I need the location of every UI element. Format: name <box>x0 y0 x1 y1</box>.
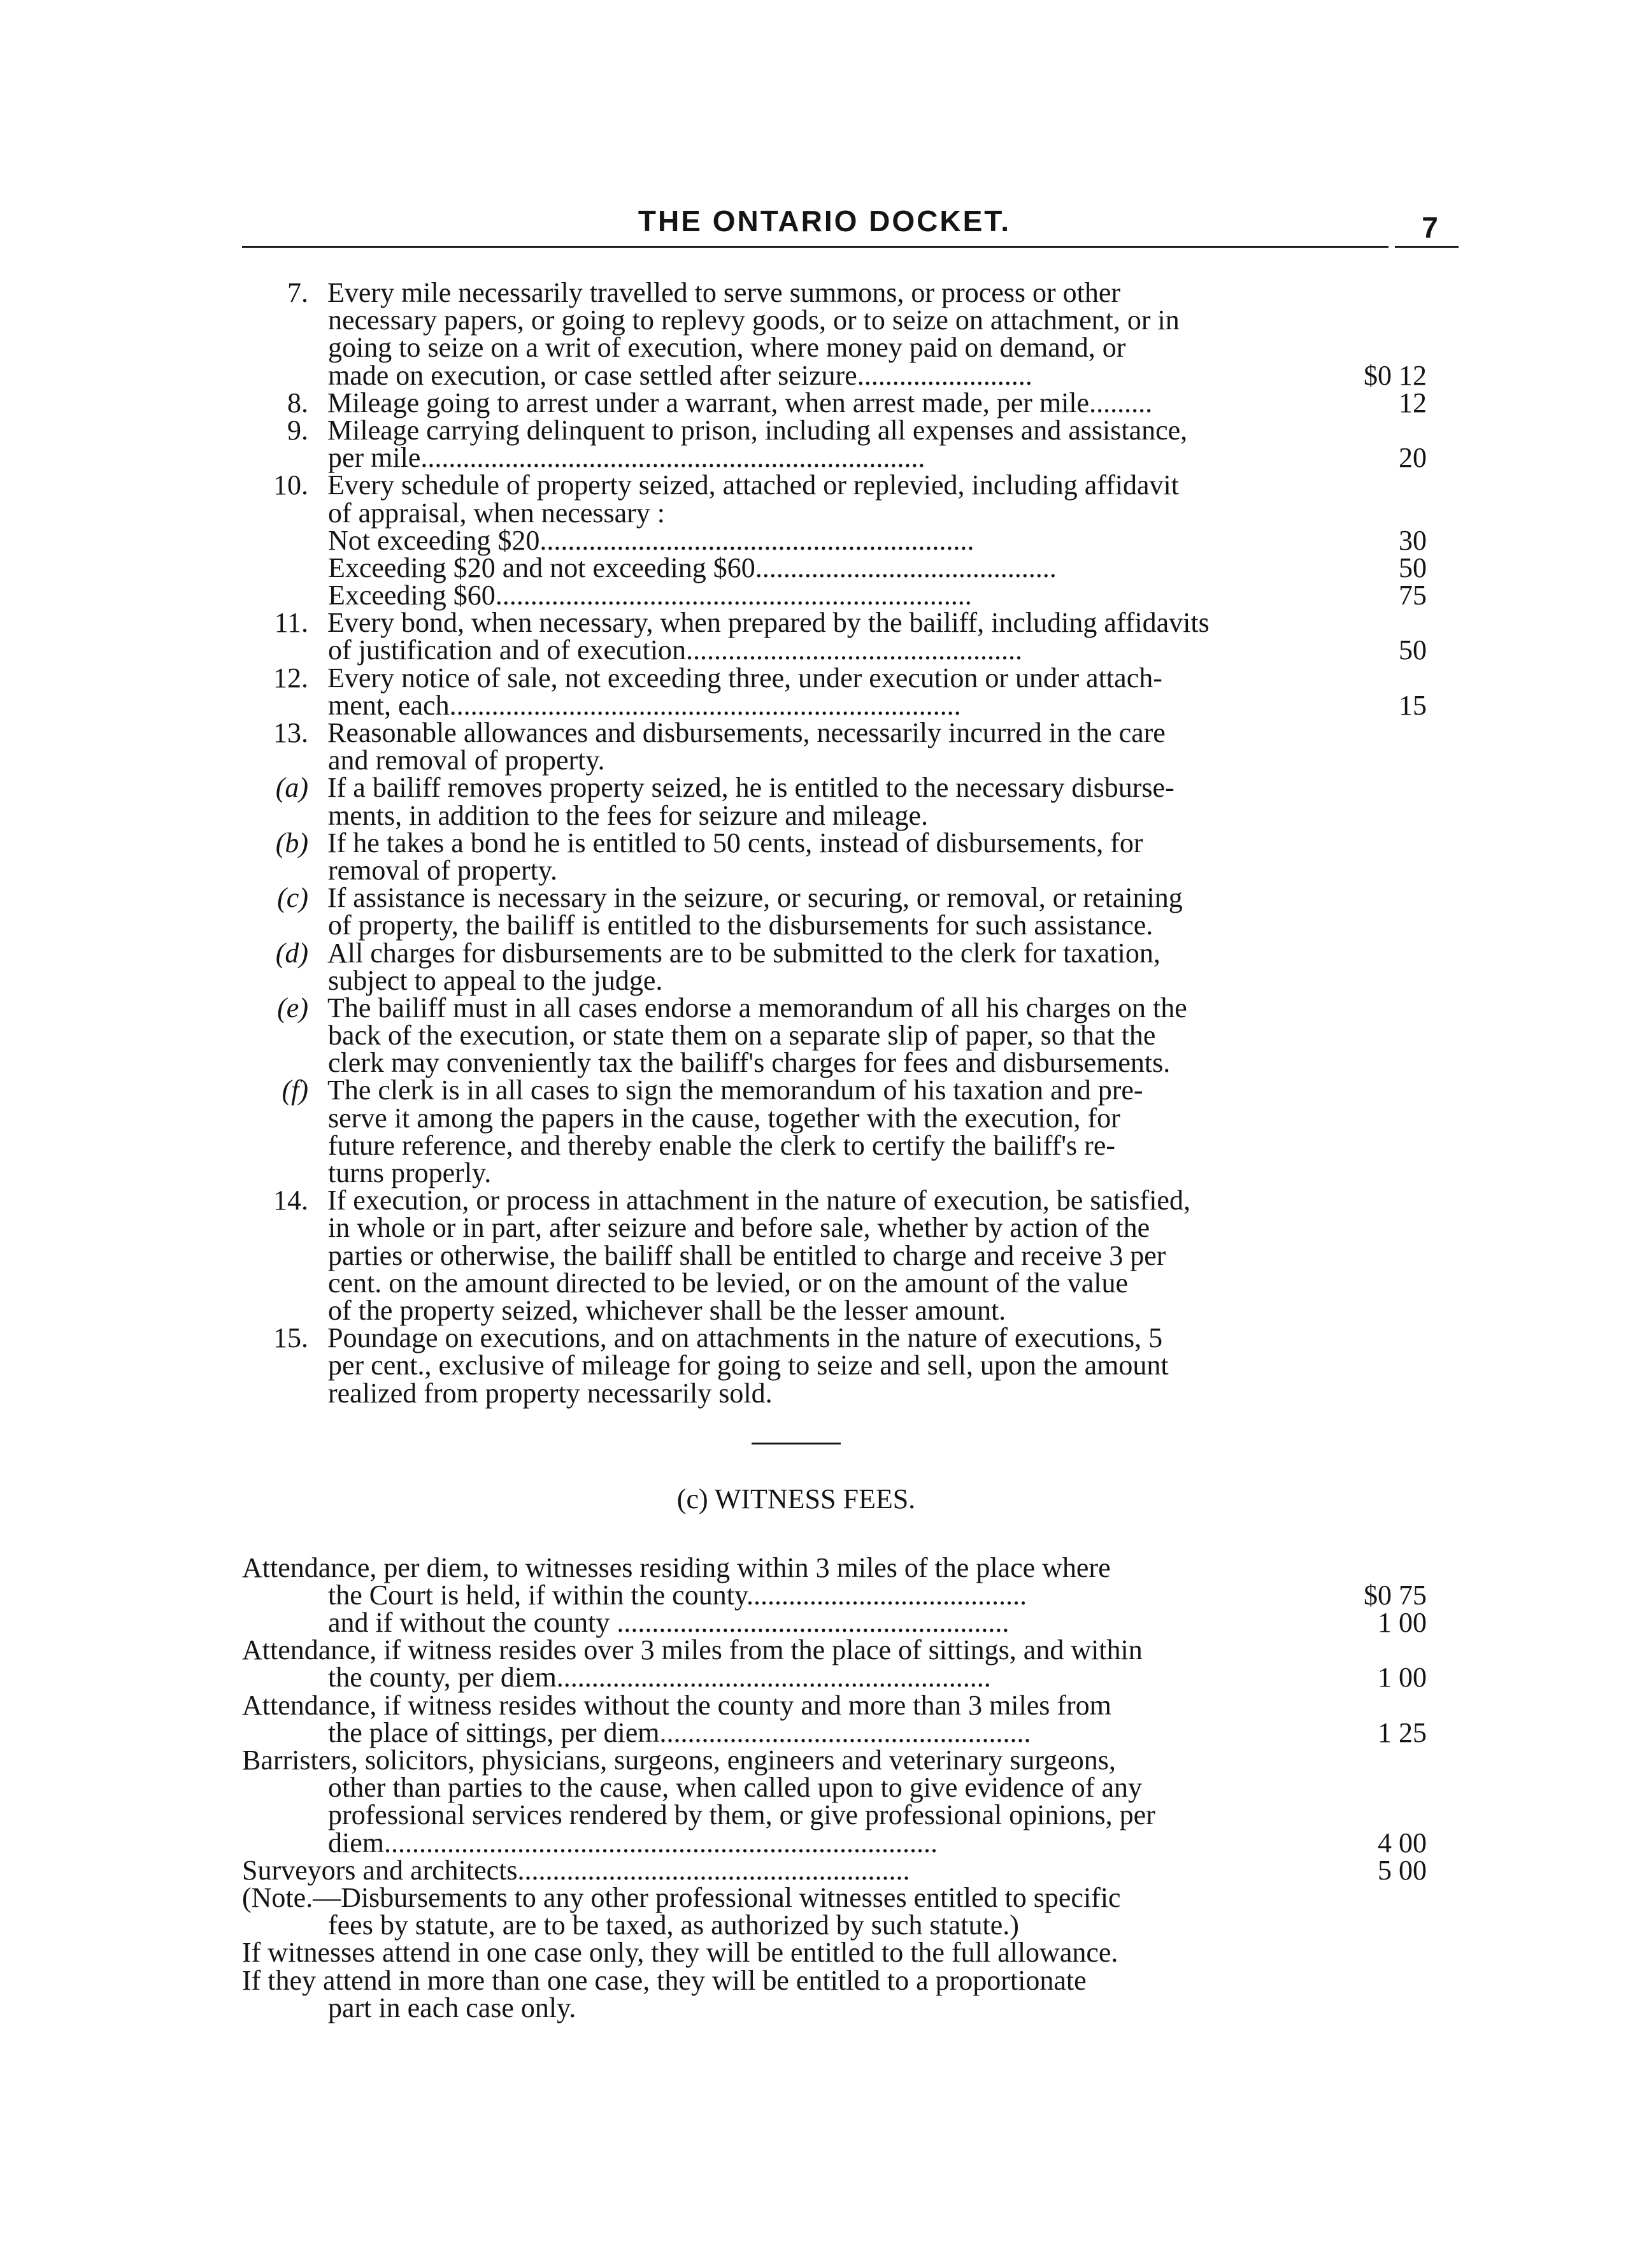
sub-b-line-1 <box>242 829 1427 857</box>
item-text: The clerk is in all cases to sign the memorandum of his taxation and pre- <box>327 1074 1143 1106</box>
note-text: fees by statute, are to be taxed, as authorized by such statute.) <box>328 1909 1019 1941</box>
item-text: All charges for disbursements are to be submitted to the clerk for taxation, <box>327 937 1160 969</box>
fee-value: 1 00 <box>1378 1607 1427 1639</box>
item-text: If assistance is necessary in the seizure, or securing, or removal, or retaining <box>327 882 1183 914</box>
item-number: 10. <box>273 469 308 501</box>
item-text: clerk may conveniently tax the bailiff's charges for fees and disbursements. <box>328 1047 1171 1079</box>
item-8-line-1 <box>242 389 1427 417</box>
item-text: in whole or in part, after seizure and before sale, whether by action of the <box>328 1212 1150 1244</box>
entry-text: the Court is held, if within the county........................................ <box>328 1579 1027 1611</box>
item-13-line-1 <box>242 719 1427 746</box>
item-text: Reasonable allowances and disbursements, necessarily incurred in the care <box>327 717 1166 748</box>
item-number: 8. <box>287 387 308 418</box>
item-9-line-1 <box>242 414 1427 446</box>
item-number: (f) <box>282 1074 308 1106</box>
item-14-line-3 <box>242 1239 1427 1271</box>
witness-entry-5-line-4 <box>242 1829 1427 1857</box>
item-13-line-2 <box>242 746 1427 774</box>
item-number: 14. <box>273 1185 308 1216</box>
item-text: and removal of property. <box>328 745 605 776</box>
item-text: serve it among the papers in the cause, together with the execution, for <box>328 1102 1120 1134</box>
entry-text: professional services rendered by them, or give professional opinions, per <box>328 1799 1155 1831</box>
item-text: per mile........................................................................ <box>328 442 925 474</box>
item-10-line-1 <box>242 471 1427 499</box>
entry-text: Attendance, per diem, to witnesses residing within 3 miles of the place where <box>242 1551 1111 1583</box>
item-number: (a) <box>275 772 308 804</box>
item-text: per cent., exclusive of mileage for going to seize and sell, upon the amount <box>328 1350 1169 1381</box>
item-number: 15. <box>273 1322 308 1354</box>
fee-value: 50 <box>1399 552 1427 583</box>
fee-value: 12 <box>1399 387 1427 418</box>
note-text: (Note.—Disbursements to any other professional witnesses entitled to specific <box>242 1881 1121 1913</box>
item-10-line-3 <box>242 524 1427 556</box>
page-header-title: THE ONTARIO DOCKET. <box>638 204 1011 238</box>
item-10-line-4 <box>242 554 1427 581</box>
item-number: 11. <box>274 607 308 639</box>
sub-c-line-2 <box>242 911 1427 939</box>
item-number: 7. <box>287 277 308 308</box>
item-10-line-2 <box>242 499 1427 527</box>
witness-entry-3-line-1 <box>242 1636 1427 1664</box>
item-text: Every bond, when necessary, when prepared by the bailiff, including affidavits <box>327 607 1210 639</box>
item-10-line-5 <box>242 581 1427 609</box>
item-number: 9. <box>287 414 308 446</box>
item-text: Every schedule of property seized, attached or replevied, including affidavit <box>327 469 1179 501</box>
item-12-line-1 <box>242 664 1427 692</box>
item-text: Exceeding $20 and not exceeding $60........................................... <box>328 552 1057 583</box>
entry-text: Surveyors and architects........................................................ <box>242 1854 910 1886</box>
sub-e-line-3 <box>242 1047 1427 1079</box>
fee-value: $0 75 <box>1364 1579 1427 1611</box>
item-15-line-3 <box>242 1377 1427 1409</box>
item-text: back of the execution, or state them on a separate slip of paper, so that the <box>328 1020 1156 1052</box>
item-7-line-4 <box>242 359 1427 391</box>
item-text: If execution, or process in attachment in the nature of execution, be satisfied, <box>327 1185 1190 1216</box>
fee-value: 4 00 <box>1378 1827 1427 1858</box>
fee-value: 50 <box>1399 634 1427 666</box>
item-text: necessary papers, or going to replevy goods, or to seize on attachment, or in <box>328 304 1180 336</box>
item-text: future reference, and thereby enable the clerk to certify the bailiff's re- <box>328 1129 1116 1161</box>
item-text: of appraisal, when necessary : <box>328 497 666 529</box>
note-1-line-2 <box>242 1911 1427 1939</box>
item-text: of the property seized, whichever shall be the lesser amount. <box>328 1294 1006 1326</box>
item-number: (b) <box>275 827 308 859</box>
note-text: part in each case only. <box>328 1992 576 2023</box>
item-11-line-2 <box>242 636 1427 664</box>
witness-entry-3-line-2 <box>242 1662 1427 1694</box>
item-15-line-1 <box>242 1324 1427 1352</box>
item-text: going to seize on a writ of execution, where money paid on demand, or <box>328 332 1126 364</box>
item-text: made on execution, or case settled after seizure......................... <box>328 359 1032 391</box>
item-text: The bailiff must in all cases endorse a memorandum of all his charges on the <box>327 992 1187 1023</box>
witness-entry-1-line-2 <box>242 1581 1427 1609</box>
item-14-line-2 <box>242 1212 1427 1244</box>
sub-f-line-2 <box>242 1104 1427 1132</box>
entry-text: and if without the county ........................................................ <box>328 1607 1010 1639</box>
note-3-line-1 <box>242 1964 1427 1996</box>
header-rule-right <box>1395 246 1459 248</box>
item-15-line-2 <box>242 1352 1427 1379</box>
item-number: (c) <box>277 882 308 914</box>
witness-entry-5-line-2 <box>242 1772 1427 1804</box>
fee-value: 75 <box>1399 580 1427 611</box>
note-2-line-1 <box>242 1937 1427 1969</box>
note-text: If they attend in more than one case, they will be entitled to a proportionate <box>242 1964 1087 1996</box>
item-14-line-5 <box>242 1294 1427 1326</box>
sub-d-line-2 <box>242 964 1427 996</box>
item-text: removal of property. <box>328 854 558 886</box>
item-text: ments, in addition to the fees for seizure and mileage. <box>328 799 929 831</box>
item-number: 13. <box>273 717 308 748</box>
entry-text: the place of sittings, per diem..................................................... <box>328 1716 1031 1748</box>
document-body <box>242 279 1427 2022</box>
item-9-line-2 <box>242 442 1427 474</box>
item-14-line-1 <box>242 1187 1427 1214</box>
item-text: Poundage on executions, and on attachments in the nature of executions, 5 <box>327 1322 1163 1354</box>
fee-value: 5 00 <box>1378 1854 1427 1886</box>
sub-f-line-1 <box>242 1076 1427 1104</box>
item-text: If he takes a bond he is entitled to 50 cents, instead of disbursements, for <box>327 827 1143 859</box>
entry-text: Attendance, if witness resides over 3 miles from the place of sittings, and within <box>242 1634 1143 1666</box>
item-text: If a bailiff removes property seized, he is entitled to the necessary disburse- <box>327 772 1174 804</box>
entry-text: other than parties to the cause, when called upon to give evidence of any <box>328 1772 1142 1804</box>
entry-text: diem............................................................................... <box>328 1827 938 1858</box>
item-text: Mileage going to arrest under a warrant, when arrest made, per mile......... <box>327 387 1153 418</box>
item-text: of justification and of execution................................................ <box>328 634 1023 666</box>
witness-fees-heading <box>242 1480 1427 1518</box>
item-text: Exceeding $60.................................................................... <box>328 580 972 611</box>
witness-entry-1-line-1 <box>242 1551 1427 1583</box>
sub-f-line-3 <box>242 1129 1427 1161</box>
item-14-line-4 <box>242 1269 1427 1297</box>
section-divider <box>752 1443 841 1444</box>
note-3-line-2 <box>242 1994 1427 2022</box>
item-text: Every notice of sale, not exceeding three, under execution or under attach- <box>327 662 1162 694</box>
witness-entry-6-line-1 <box>242 1854 1427 1886</box>
header-rule <box>242 246 1388 248</box>
item-text: parties or otherwise, the bailiff shall be entitled to charge and receive 3 per <box>328 1239 1166 1271</box>
witness-entry-2-line-1 <box>242 1607 1427 1639</box>
fee-value: 1 25 <box>1378 1716 1427 1748</box>
item-text: realized from property necessarily sold. <box>328 1377 773 1409</box>
item-text: Mileage carrying delinquent to prison, including all expenses and assistance, <box>327 414 1188 446</box>
item-number: 12. <box>273 662 308 694</box>
sub-e-line-1 <box>242 994 1427 1022</box>
page-number: 7 <box>1422 211 1438 244</box>
fee-value: 30 <box>1399 524 1427 556</box>
sub-d-line-1 <box>242 939 1427 967</box>
item-text: subject to appeal to the judge. <box>328 964 663 996</box>
item-number: (e) <box>277 992 308 1023</box>
fee-value: $0 12 <box>1364 359 1427 391</box>
item-text: ment, each......................................................................... <box>328 689 961 721</box>
witness-entry-5-line-1 <box>242 1746 1427 1774</box>
sub-a-line-2 <box>242 799 1427 831</box>
sub-a-line-1 <box>242 772 1427 804</box>
item-12-line-2 <box>242 689 1427 721</box>
item-11-line-1 <box>242 607 1427 639</box>
witness-entry-4-line-2 <box>242 1716 1427 1748</box>
sub-f-line-4 <box>242 1159 1427 1187</box>
item-7-line-3 <box>242 332 1427 364</box>
fee-value: 1 00 <box>1378 1662 1427 1694</box>
item-7-line-2 <box>242 306 1427 334</box>
item-7-line-1 <box>242 279 1427 306</box>
item-text: of property, the bailiff is entitled to the disbursements for such assistance. <box>328 909 1153 941</box>
item-text: cent. on the amount directed to be levied, or on the amount of the value <box>328 1267 1129 1299</box>
fee-value: 15 <box>1399 689 1427 721</box>
entry-text: Attendance, if witness resides without the county and more than 3 miles from <box>242 1689 1111 1721</box>
sub-b-line-2 <box>242 854 1427 886</box>
witness-entry-5-line-3 <box>242 1801 1427 1829</box>
entry-text: Barristers, solicitors, physicians, surgeons, engineers and veterinary surgeons, <box>242 1744 1116 1776</box>
entry-text: the county, per diem.............................................................. <box>328 1662 991 1694</box>
witness-entry-4-line-1 <box>242 1689 1427 1721</box>
item-number: (d) <box>275 937 308 969</box>
note-text: If witnesses attend in one case only, they will be entitled to the full allowance. <box>242 1937 1118 1969</box>
item-text: Not exceeding $20.............................................................. <box>328 524 974 556</box>
sub-c-line-1 <box>242 882 1427 914</box>
fee-value: 20 <box>1399 442 1427 474</box>
sub-e-line-2 <box>242 1020 1427 1052</box>
section-heading: (c) WITNESS FEES. <box>676 1483 916 1515</box>
item-text: turns properly. <box>328 1157 492 1188</box>
note-1-line-1 <box>242 1881 1427 1913</box>
item-text: Every mile necessarily travelled to serve summons, or process or other <box>327 277 1121 308</box>
